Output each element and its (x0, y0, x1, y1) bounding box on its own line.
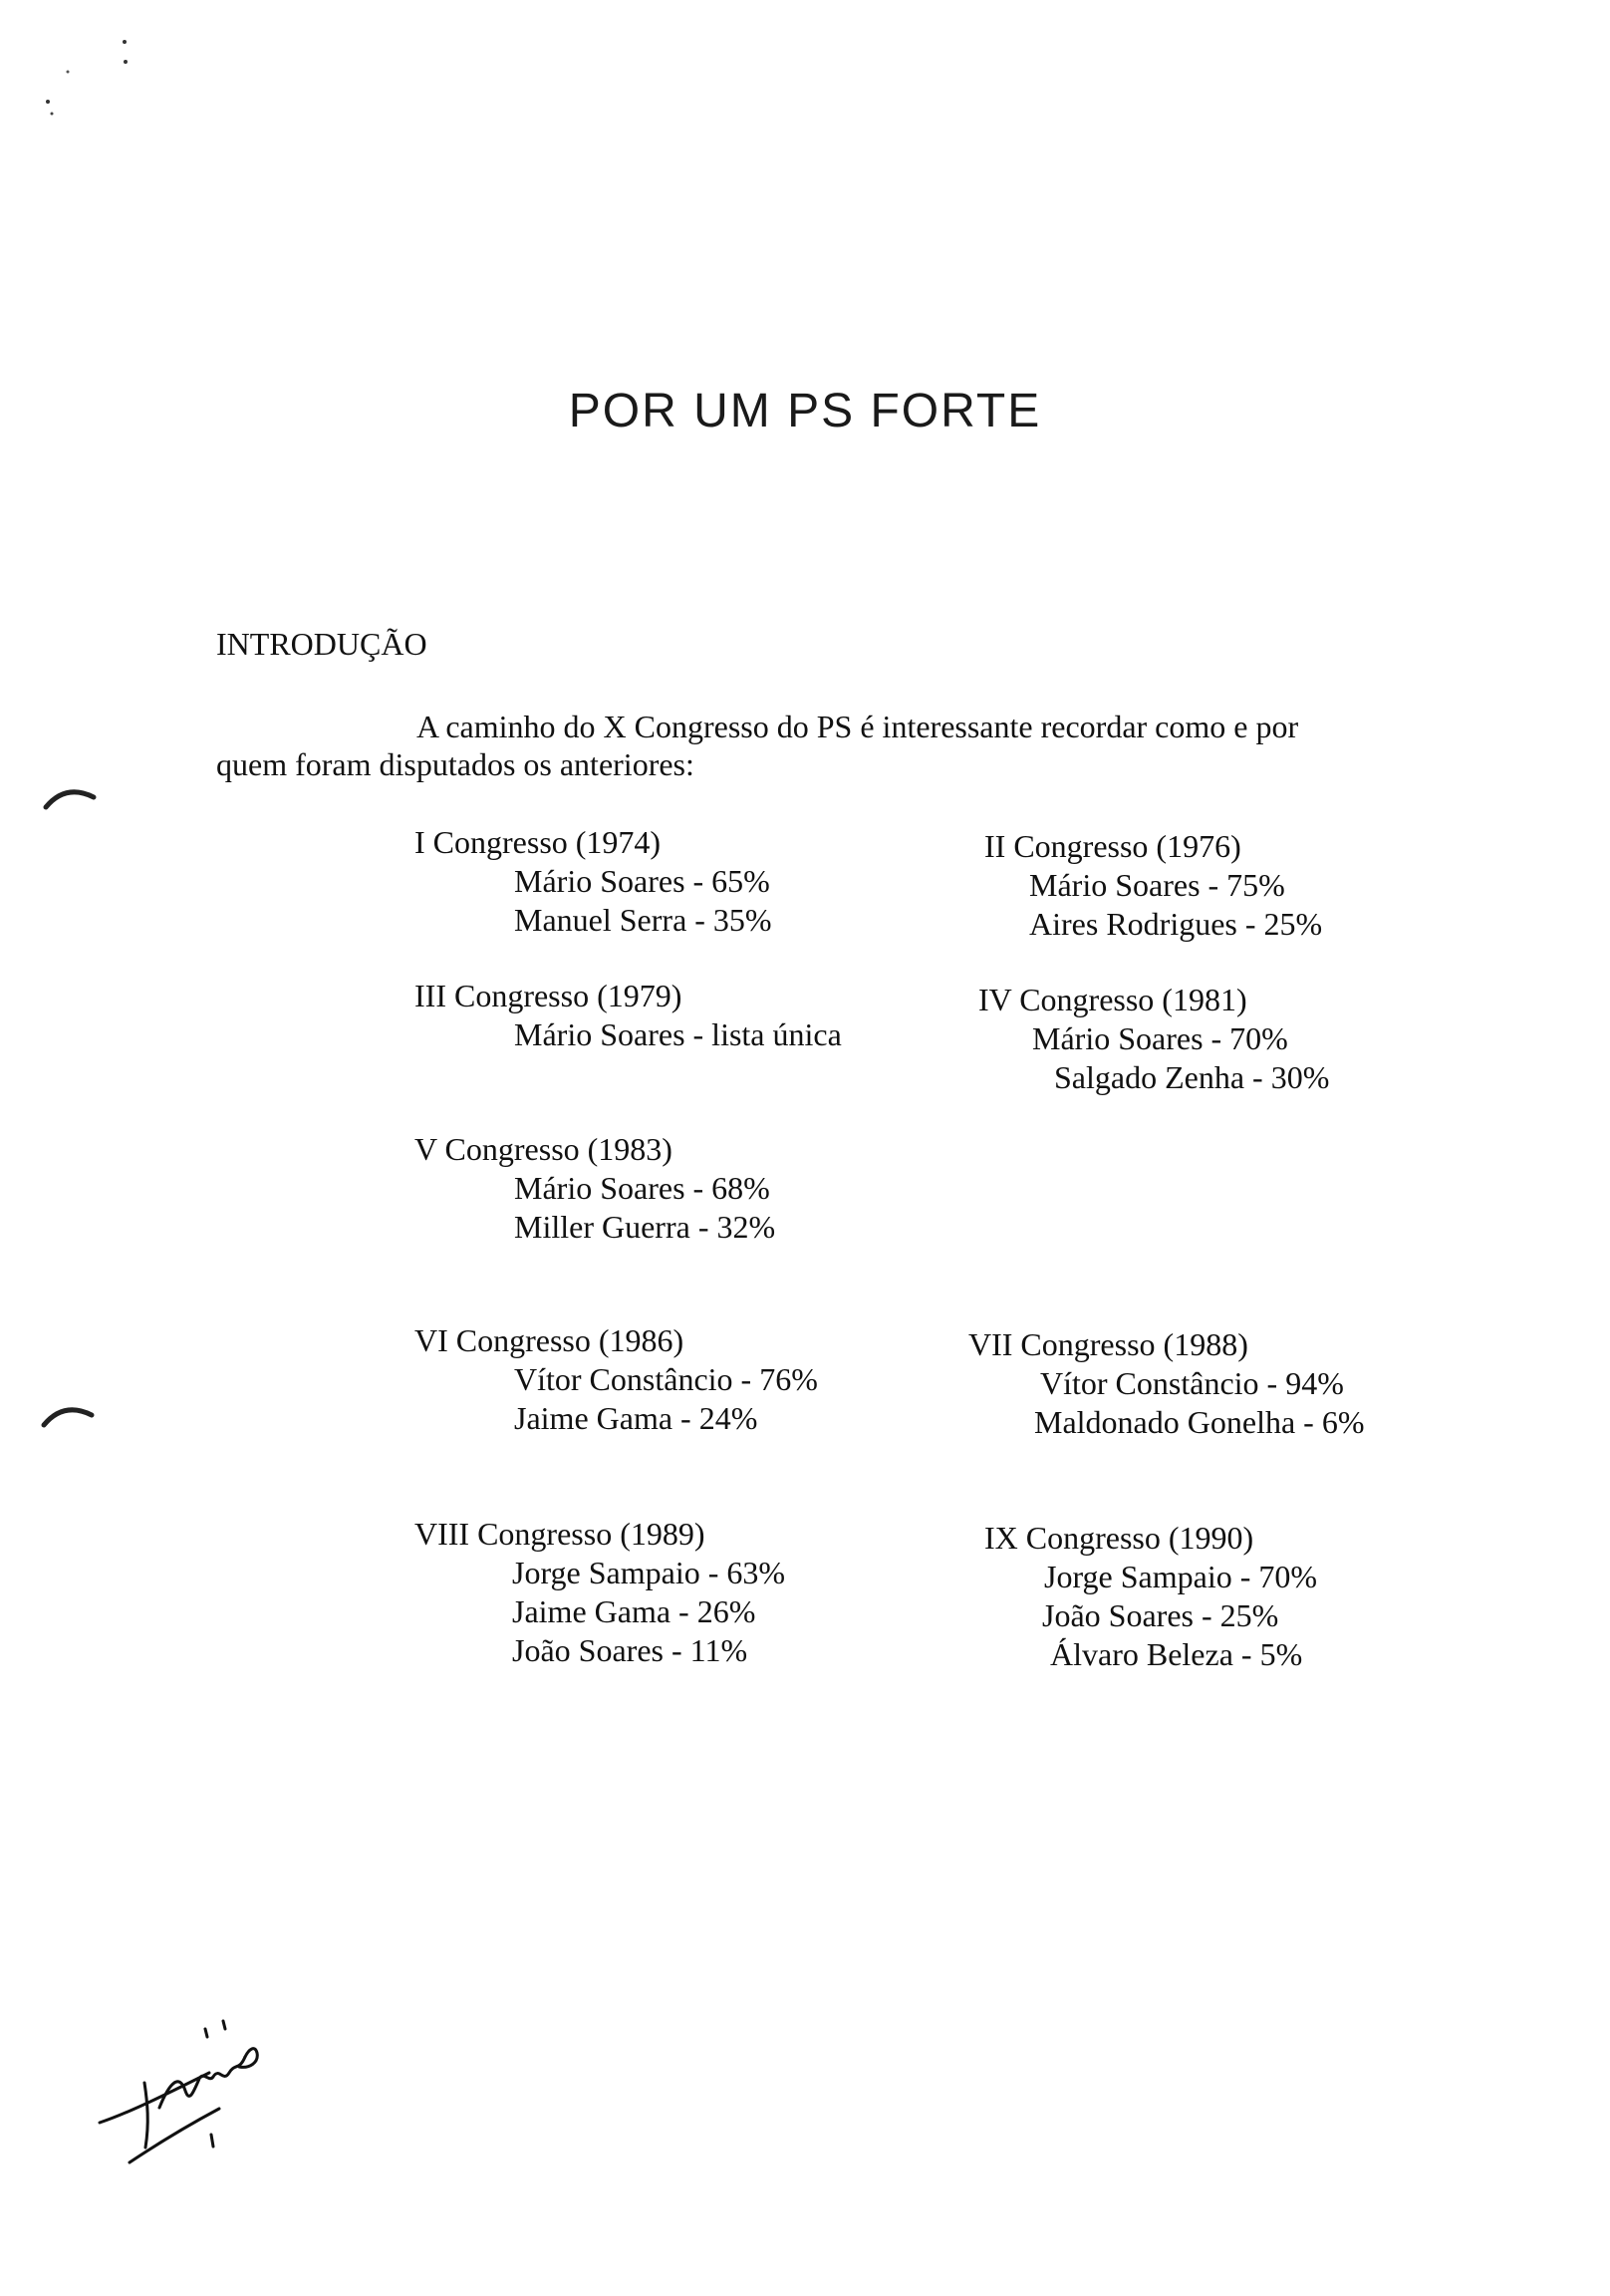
congress-result: Salgado Zenha - 30% (1054, 1059, 1330, 1095)
congress-title: VII Congresso (1988) (968, 1326, 1248, 1362)
congress-block (414, 977, 842, 1054)
congress-block (968, 1325, 1364, 1442)
congress-result: Jorge Sampaio - 70% (1044, 1559, 1318, 1594)
congress-title: IX Congresso (1990) (984, 1520, 1254, 1556)
congress-result: Jaime Gama - 26% (512, 1593, 756, 1629)
congress-result: Jaime Gama - 24% (514, 1400, 758, 1436)
congress-block (984, 827, 1322, 944)
congress-result: Mário Soares - 75% (1029, 867, 1285, 903)
congress-result: Mário Soares - 65% (514, 863, 770, 899)
congress-block (414, 1130, 775, 1247)
congress-result: Maldonado Gonelha - 6% (1034, 1404, 1365, 1440)
congress-title: VI Congresso (1986) (414, 1322, 684, 1358)
congress-title: III Congresso (1979) (414, 978, 682, 1013)
scan-speck-icon (30, 30, 139, 130)
intro-paragraph-line: quem foram disputados os anteriores: (216, 746, 694, 782)
section-heading: INTRODUÇÃO (216, 626, 427, 662)
congress-block (414, 823, 772, 940)
page-title: POR UM PS FORTE (568, 385, 1042, 437)
congress-title: VIII Congresso (1989) (414, 1516, 705, 1552)
congress-result: João Soares - 11% (512, 1632, 748, 1668)
congress-result: Mário Soares - 70% (1032, 1020, 1288, 1056)
handwritten-signature-icon (90, 2013, 289, 2172)
congress-title: IV Congresso (1981) (978, 982, 1247, 1017)
congress-block (984, 1519, 1317, 1674)
congress-block (414, 1515, 785, 1670)
punch-hole-mark-icon (38, 1395, 98, 1435)
congress-result: Vítor Constâncio - 94% (1040, 1365, 1344, 1401)
congress-result: João Soares - 25% (1042, 1597, 1279, 1633)
congress-result: Mário Soares - lista única (514, 1016, 842, 1052)
congress-title: II Congresso (1976) (984, 828, 1241, 864)
congress-result: Vítor Constâncio - 76% (514, 1361, 818, 1397)
congress-title: I Congresso (1974) (414, 824, 662, 860)
congress-result: Jorge Sampaio - 63% (512, 1555, 786, 1590)
intro-paragraph-line: A caminho do X Congresso do PS é interessante recordar como e por (416, 709, 1299, 744)
congress-result: Mário Soares - 68% (514, 1170, 770, 1206)
congress-result: Miller Guerra - 32% (514, 1209, 776, 1245)
congress-block (978, 981, 1329, 1097)
congress-title: V Congresso (1983) (414, 1131, 672, 1167)
congress-result: Álvaro Beleza - 5% (1050, 1636, 1303, 1672)
congress-result: Manuel Serra - 35% (514, 902, 772, 938)
congress-result: Aires Rodrigues - 25% (1029, 906, 1323, 942)
punch-hole-mark-icon (40, 777, 100, 817)
congress-block (414, 1321, 818, 1438)
